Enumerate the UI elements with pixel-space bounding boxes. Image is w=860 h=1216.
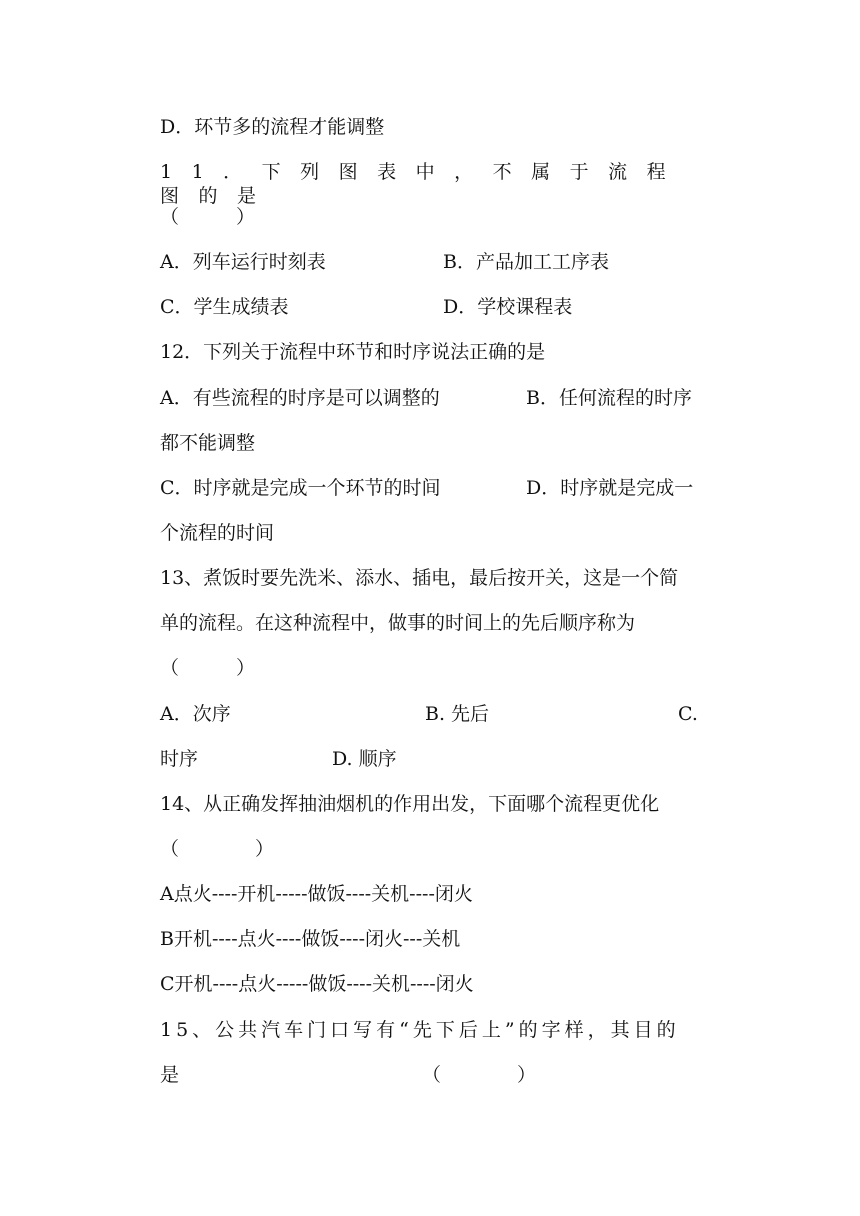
q11-answer-paren: （ ） (160, 206, 256, 228)
q14-answer-paren: （ ） (160, 838, 275, 860)
q14-stem: 14、从正确发挥抽油烟机的作用出发，下面哪个流程更优化 (160, 793, 660, 815)
q13-option-a: A．次序 (160, 703, 231, 725)
q12-option-d-continued: 个流程的时间 (160, 522, 275, 544)
q13-option-b: B. 先后 (425, 703, 490, 725)
q12-option-d: D．时序就是完成一 (526, 477, 694, 499)
q11-stem-text: 11．下列图表中，不属于流程图的是 (160, 161, 686, 207)
q15-stem: 15、公共汽车门口写有“先下后上”的字样，其目的 (160, 1019, 680, 1041)
q13-option-c-continued: 时序 (160, 748, 199, 770)
q12-option-a: A．有些流程的时序是可以调整的 (160, 387, 440, 409)
q13-option-c: C. (678, 703, 698, 725)
q12-option-b-continued: 都不能调整 (160, 432, 256, 454)
q10-option-d: D．环节多的流程才能调整 (160, 116, 385, 138)
q12-option-b: B．任何流程的时序 (526, 387, 692, 409)
q11-stem (160, 160, 700, 207)
q13-stem-line2: 单的流程。在这种流程中，做事的时间上的先后顺序称为 (160, 612, 636, 634)
q14-option-a: A点火----开机-----做饭----关机----闭火 (160, 883, 473, 905)
q13-stem-line1: 13、煮饭时要先洗米、添水、插电，最后按开关，这是一个简 (160, 567, 679, 589)
q11-option-d: D．学校课程表 (443, 296, 573, 318)
q12-option-c: C．时序就是完成一个环节的时间 (160, 477, 441, 499)
q15-stem-continued: 是 (160, 1064, 180, 1086)
q11-option-b: B．产品加工工序表 (443, 251, 609, 273)
q15-answer-paren: （ ） (422, 1064, 537, 1086)
q14-option-b: B开机----点火----做饭----闭火---关机 (160, 928, 461, 950)
q13-answer-paren: （ ） (160, 657, 256, 679)
q14-option-c: C开机----点火-----做饭----关机----闭火 (160, 973, 474, 995)
q11-option-c: C．学生成绩表 (160, 296, 289, 318)
q11-option-a: A．列车运行时刻表 (160, 251, 326, 273)
q13-option-d: D. 顺序 (332, 748, 397, 770)
q12-stem: 12．下列关于流程中环节和时序说法正确的是 (160, 341, 546, 363)
